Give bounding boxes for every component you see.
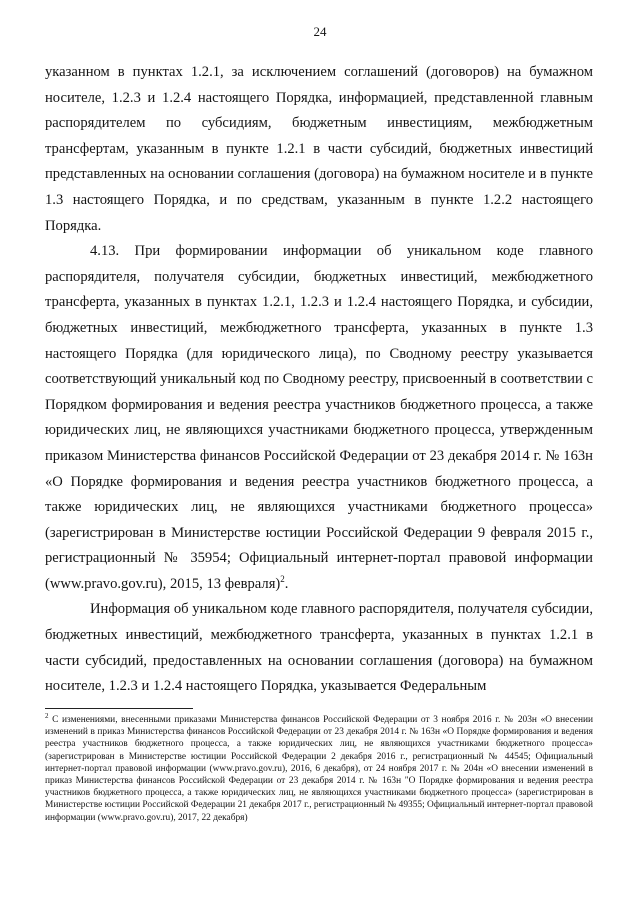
paragraph-4-13 [45, 239, 593, 597]
paragraph-continuation: указанном в пунктах 1.2.1, за исключением соглашений (договоров) на бумажном носителе, 1.2.3 и 1.2.4 настоящего Порядка, информацией, представленной главным распорядителем по субсидиям, бюджетным инвестициям, межбюджетным трансфертам, указанным в пункте 1.2.1 в части субсидий, бюджетных инвестиций представленных на основании соглашения (договора) на бумажном носителе и в пункте 1.3 настоящего Порядка, и по средствам, указанным в пункте 1.2.2 настоящего Порядка. [45, 64, 593, 234]
document-body [45, 60, 593, 700]
footnote-marker: 2 [45, 711, 49, 720]
footnote-text: С изменениями, внесенными приказами Министерства финансов Российской Федерации от 3 ноября 2016 г. № 203н «О внесении изменений в приказ Министерства финансов Российской Федерации от 23 декабря 2014 г. № 163н «О Порядке формирования и ведения реестра участников бюджетного процесса, а также юридических лиц, не являющихся участниками бюджетного процесса» (зарегистрирован в Министерстве юстиции Российской Федерации 2 декабря 2016 г., регистрационный № 44545; Официальный интернет-портал правовой информации (www.pravo.gov.ru), 2016, 6 декабря), от 24 ноября 2017 г. № 204н «О внесении изменений в приказ Министерства финансов Российской Федерации от 23 декабря 2014 г. № 163н "О Порядке формирования и ведения реестра участников бюджетного процесса, а также юридических лиц, не являющихся участниками бюджетного процесса» (зарегистрирован в Министерстве юстиции Российской Федерации 21 декабря 2017 г., регистрационный № 49355; Официальный интернет-портал правовой информации (www.pravo.gov.ru), 2017, 22 декабря) [45, 715, 593, 823]
paragraph-unique-code-info: Информация об уникальном коде главного распорядителя, получателя субсидии, бюджетных инвестиций, межбюджетного трансферта, указанных в пунктах 1.2.1 в части субсидий, предоставленных на основании соглашения (договора) на бумажном носителе, 1.2.3 и 1.2.4 настоящего Порядка, указывается Федеральным [45, 601, 593, 695]
paragraph-4-13-text: 4.13. При формировании информации об уникальном коде главного распорядителя, получателя субсидии, бюджетных инвестиций, межбюджетного трансферта, указанных в пунктах 1.2.1, 1.2.3 и 1.2.4 настоящего Порядка, и субсидии, бюджетных инвестиций, межбюджетного трансферта, указанных в пункте 1.3 настоящего Порядка (для юридического лица), по Сводному реестру указывается соответствующий уникальный код по Сводному реестру, присвоенный в соответствии с Порядком формирования и ведения реестра участников бюджетного процесса, а также юридических лиц, не являющихся участниками бюджетного процесса, утвержденным приказом Министерства финансов Российской Федерации от 23 декабря 2014 г. № 163н «О Порядке формирования и ведения реестра участников бюджетного процесса, а также юридических лиц, не являющихся участниками бюджетного процесса» (зарегистрирован в Министерстве юстиции Российской Федерации 9 февраля 2015 г., регистрационный № 35954; Официальный интернет-портал правовой информации (www.pravo.gov.ru), 2015, 13 февраля) [45, 243, 593, 592]
footnote-separator [45, 708, 193, 709]
footnote [45, 711, 593, 824]
page-number: 24 [313, 24, 327, 39]
paragraph-4-13-end: . [284, 575, 289, 592]
footnote-reference: 2 [280, 574, 285, 585]
